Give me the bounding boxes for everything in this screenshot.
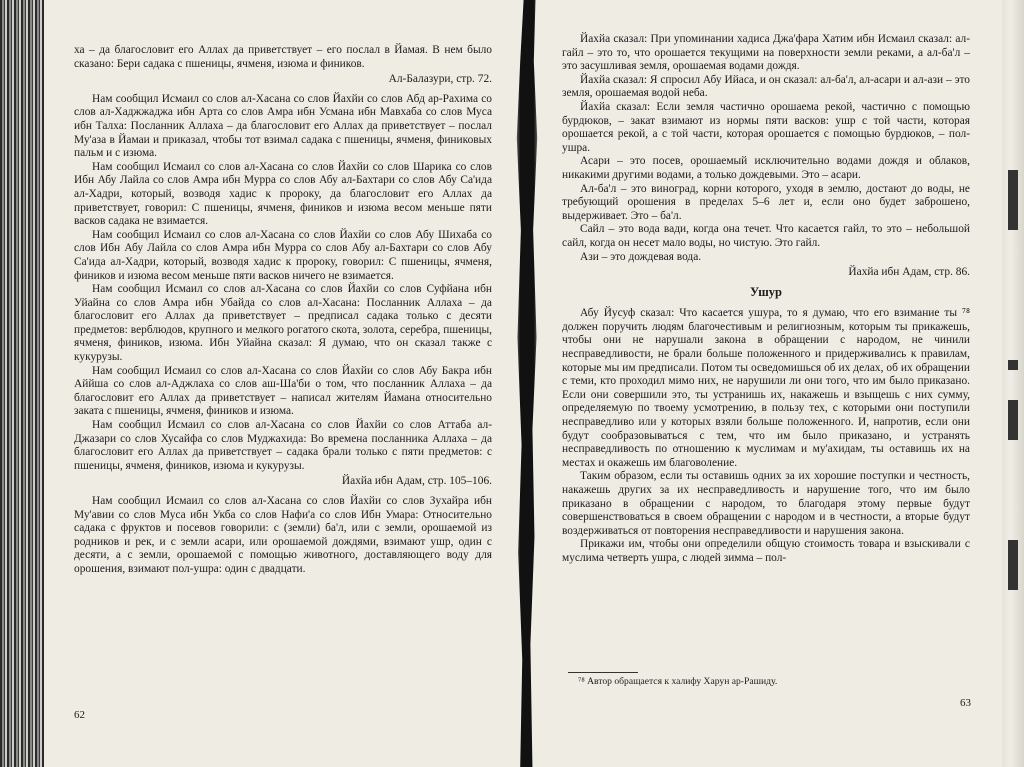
left-page-number: 62 [74,709,85,721]
source-citation: Йахйа ибн Адам, стр. 86. [848,266,970,279]
paragraph: Ал-ба'л – это виноград, корни которого, уходя в землю, достают до воды, не требующий орошения в пределах 5–6 лет и, если оно будет заброшено, выдерживает. Это – ба'л. [562,182,970,222]
paragraph: Сайл – это вода вади, когда она течет. Что касается гайл, то это – небольшой сайл, когда он несет мало воды, но чистую. Это гайл. [562,223,970,249]
right-page-number: 63 [960,697,971,709]
book-gutter [502,0,558,767]
footnote-rule [568,672,638,673]
paragraph: Асари – это посев, орошаемый исключительно водами дождя и облаков, никакими другими водами, а только дождевыми. Это – асари. [562,155,970,181]
paragraph: Йахйа сказал: Я спросил Абу Ийаса, и он сказал: ал-ба'л, ал-асари и ал-ази – это земля, орошаемая водой неба. [562,73,970,100]
left-page [74,0,492,767]
paragraph: Йахйа сказал: Если земля частично орошаема рекой, частично с помощью бурдюков, – закат взимают из нормы пяти васков: ушр с той части, которая орошается рекой, а с той части, которая орошается с помощью бурдюков, – пол-ушра. [562,100,970,154]
paragraph: Йахйа сказал: При упоминании хадиса Джа'фара Хатим ибн Исмаил сказал: ал-гайл – это то, что орошается текущими на поверхности земли реками, а ал-ба'л – это засушливая земля, орошаемая водами дождя. [562,33,970,73]
right-page-text [562,33,970,566]
right-page [562,0,970,767]
paragraph: Нам сообщил Исмаил со слов ал-Хасана со слов Йахйи со слов Абу Бакра ибн Аййша со слов ал-Аджлаха со слов аш-Ша'би о том, что посланник Аллаха – да благословит его Аллах да приветствует – написал жителям Йамана относительно заката с пшеницы, ячменя, фиников и изюма. [74,364,492,418]
paragraph: Нам сообщил Исмаил со слов ал-Хасана со слов Йахйи со слов Абу Шихаба со слов Ибн Абу Лайла со слов Амра ибн Мурра со слов Абу ал-Бахтари со слов Абу Са'ида ал-Хадри, который, возводя хадис к пророку, говорил: С пшеницы, ячменя, фиников и изюма весом меньше пяти васков ничего не взимается. [74,228,492,282]
right-page-edge [1002,0,1024,767]
footnote: ⁷⁸ Автор обращается к халифу Харун ар-Рашиду. [578,676,778,687]
paragraph: Таким образом, если ты оставишь одних за их хорошие поступки и честность, накажешь других за их несправедливость и нарушение того, что им было приказано в обращении с народом, то благодаря этому первые будут совершенствоваться в своем обращении с народом и в честности, а вторые будут воздерживаться от повторения несправедливости и нарушения закона. [562,470,970,537]
left-page-text [74,44,492,577]
paragraph: Прикажи им, чтобы они определили общую стоимость товара и взыскивали с муслима четверть ушра, с людей зимма – пол- [562,538,970,564]
paragraph: Нам сообщил Исмаил со слов ал-Хасана со слов Йахйи со слов Зухайра ибн Му'авии со слов Муса ибн Укба со слов Нафи'а со слов Ибн Умара: Относительно садака с фруктов и посевов говорили: с (земли) ба'л, или с земли, орошаемой из родников и рек, и с земли асари, или орошаемой дождями, взимают ушр, один с десяти, а с земли, орошаемой с помощью животного, доставляющего воду для орошения, взимают пол-ушра: один с двадцати. [74,495,492,575]
paragraph: ха – да благословит его Аллах да приветствует – его послал в Йамая. В нем было сказано: Бери садака с пшеницы, ячменя, изюма и фиников. [74,44,492,70]
paragraph: Нам сообщил Исмаил со слов ал-Хасана со слов Йахйи со слов Шарика со слов Ибн Абу Лайла со слов Амра ибн Мурра со слов Абу ал-Бахтари со слов Абу Са'ида ал-Хадри, который, возводя хадис к пророку, да благословит его Аллах да приветствует, говорил: С пшеницы, ячменя, фиников и изюма весом меньше пяти васков садака не взимается. [74,160,492,228]
left-page-edges [0,0,44,767]
paragraph: Ази – это дождевая вода. [580,250,702,263]
paragraph: Нам сообщил Исмаил со слов ал-Хасана со слов Йахйи со слов Абд ар-Рахима со слов ал-Хаджжаджа ибн Арта со слов Амра ибн Усмана ибн Мавхаба со слов Муса ибн Талха: Посланник Аллаха – да благословит его Аллах да приветствует – послал Му'аза в Йамаи и приказал, чтобы тот взимал садака с пшеницы, ячменя, финиковых пальм и с изюма. [74,92,492,160]
source-citation: Ал-Балазури, стр. 72. [388,73,492,86]
paragraph: Нам сообщил Исмаил со слов ал-Хасана со слов Йахйи со слов Суфйана ибн Уйайна со слов Амра ибн Убайда со слов ал-Хасана: Посланник Аллаха – да благословит его Аллах да приветствует – предписал садака только с десяти предметов: верблюдов, крупного и мелкого рогатого скота, золота, серебра, пшеницы, ячменя, фиников, изюма. Ибн Уйайна сказал: Я думаю, что он сказал также с кукурузы. [74,283,492,364]
source-citation: Йахйа ибн Адам, стр. 105–106. [341,475,492,488]
paragraph: Абу Йусуф сказал: Что касается ушура, то я думаю, что его взимание ты ⁷⁸ должен поручить людям благочестивым и религиозным, которым ты прикажешь, чтобы они не нарушали закона в обращении с народом, не чинили несправедливости, не брали больше положенного и придерживались к правилам, которые мы им предписали. Потом ты осведомишься об их делах, об их обращении с теми, кто проходил мимо них, не нарушили ли они того, что им было приказано. Если они совершили это, ты устранишь их, накажешь и взыщешь с них сумму, определяемую по твоему усмотрению, в пользу тех, с которыми они поступили несправедливо или у которых взяли больше положенного. И, напротив, если они будут сообразовываться с тем, что им было приказано, и устранять несправедливость по отношению к муслимам и му'ахидам, ты оставишь их на местах и окажешь им благоволение. [562,307,970,469]
section-heading: Ушур [750,284,782,299]
paragraph: Нам сообщил Исмаил со слов ал-Хасана со слов Йахйи со слов Аттаба ал-Джазари со слов Хусайфа со слов Муджахида: Во времена посланника Аллаха – да благословит его Аллах да приветствует – садака брали только с пяти предметов: с пшеницы, ячменя, фиников, изюма и кукурузы. [74,419,492,472]
